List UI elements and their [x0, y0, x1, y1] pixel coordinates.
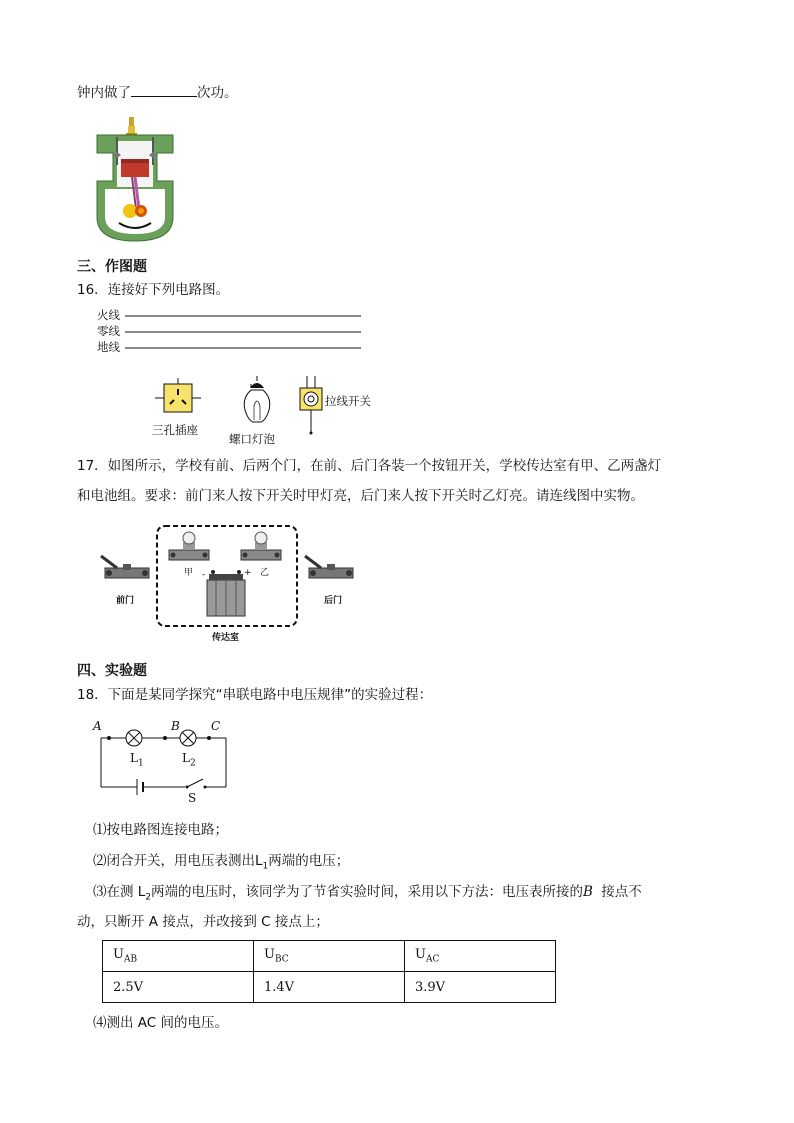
- q16-number: 16．: [77, 282, 108, 298]
- label-front-door: 前门: [116, 596, 135, 606]
- label-bulb: 螺口灯泡: [229, 432, 275, 446]
- lamp-yi: [241, 532, 281, 560]
- label-room: 传达室: [212, 633, 240, 643]
- label-neutral-line: 零线: [97, 324, 120, 338]
- q18-step2: ⑵闭合开关，用电压表测出$L_1$两端的电压；: [93, 853, 350, 872]
- header-uab: $U_{AB}$: [103, 941, 254, 972]
- screw-bulb-icon: [240, 376, 274, 430]
- value-uab: 2.5V: [103, 972, 254, 1003]
- q17-line2: 和电池组。要求：前门来人按下开关时甲灯亮，后门来人按下开关时乙灯亮。请连线图中实物。: [77, 488, 644, 504]
- q18-step4: ⑷测出 AC 间的电压。: [93, 1015, 229, 1031]
- lamp1-label: $L_1$: [130, 751, 144, 769]
- q15-text-after: 次功。: [197, 85, 238, 101]
- lamp-jia: [169, 532, 209, 560]
- value-ubc: 1.4V: [254, 972, 405, 1003]
- back-door-switch: [305, 556, 353, 578]
- battery-minus: -: [202, 570, 206, 580]
- section-title-experiment: 四、实验题: [77, 663, 147, 679]
- q17-line1: 17．如图所示，学校有前、后两个门，在前、后门各装一个按钮开关，学校传达室有甲、乙两盏灯: [77, 458, 662, 474]
- label-socket: 三孔插座: [152, 423, 198, 437]
- q15-answer-blank: [131, 82, 197, 97]
- point-c-label: C: [211, 719, 221, 733]
- q16-stem: [77, 280, 229, 300]
- value-uac: 3.9V: [405, 972, 556, 1003]
- power-lines: [125, 310, 365, 355]
- label-ground-line: 地线: [97, 340, 120, 354]
- battery-pack: [207, 570, 245, 616]
- header-ubc: $U_{BC}$: [254, 941, 405, 972]
- q15-text-before: 钟内做了: [77, 85, 131, 101]
- q18-step3-line1: ⑶在测 $L_2$两端的电压时，该同学为了节省实验时间，采用以下方法：电压表所接的B 接点不: [93, 884, 642, 903]
- header-uac: $U_{AC}$: [405, 941, 556, 972]
- label-jia: 甲: [184, 568, 194, 578]
- voltage-table: [102, 940, 556, 1003]
- label-pull-switch: 拉线开关: [325, 394, 371, 408]
- label-yi: 乙: [260, 568, 270, 578]
- lamp2-label: $L_2$: [182, 751, 196, 769]
- q18-intro: 18．下面是某同学探究“串联电路中电压规律”的实验过程：: [77, 687, 433, 703]
- pull-switch-icon: [297, 376, 325, 436]
- three-hole-socket-icon: [155, 378, 201, 418]
- switch-label: S: [188, 791, 197, 805]
- point-a-label: A: [93, 719, 102, 733]
- label-fire-line: 火线: [97, 308, 120, 322]
- section-title-drawing: 三、作图题: [77, 259, 147, 275]
- front-door-switch: [101, 556, 149, 578]
- q18-step3-line2: 动，只断开 A 接点，并改接到 C 接点上；: [77, 914, 329, 930]
- point-b-label: B: [171, 719, 180, 733]
- q16-text: 连接好下列电路图。: [107, 282, 230, 298]
- battery-plus: +: [244, 568, 252, 578]
- q15-line: [77, 82, 238, 103]
- q18-step1: ⑴按电路图连接电路；: [93, 822, 228, 838]
- table-header-row: [103, 941, 556, 972]
- engine-diagram: [95, 113, 175, 245]
- label-back-door: 后门: [324, 596, 343, 606]
- table-row: [103, 972, 556, 1003]
